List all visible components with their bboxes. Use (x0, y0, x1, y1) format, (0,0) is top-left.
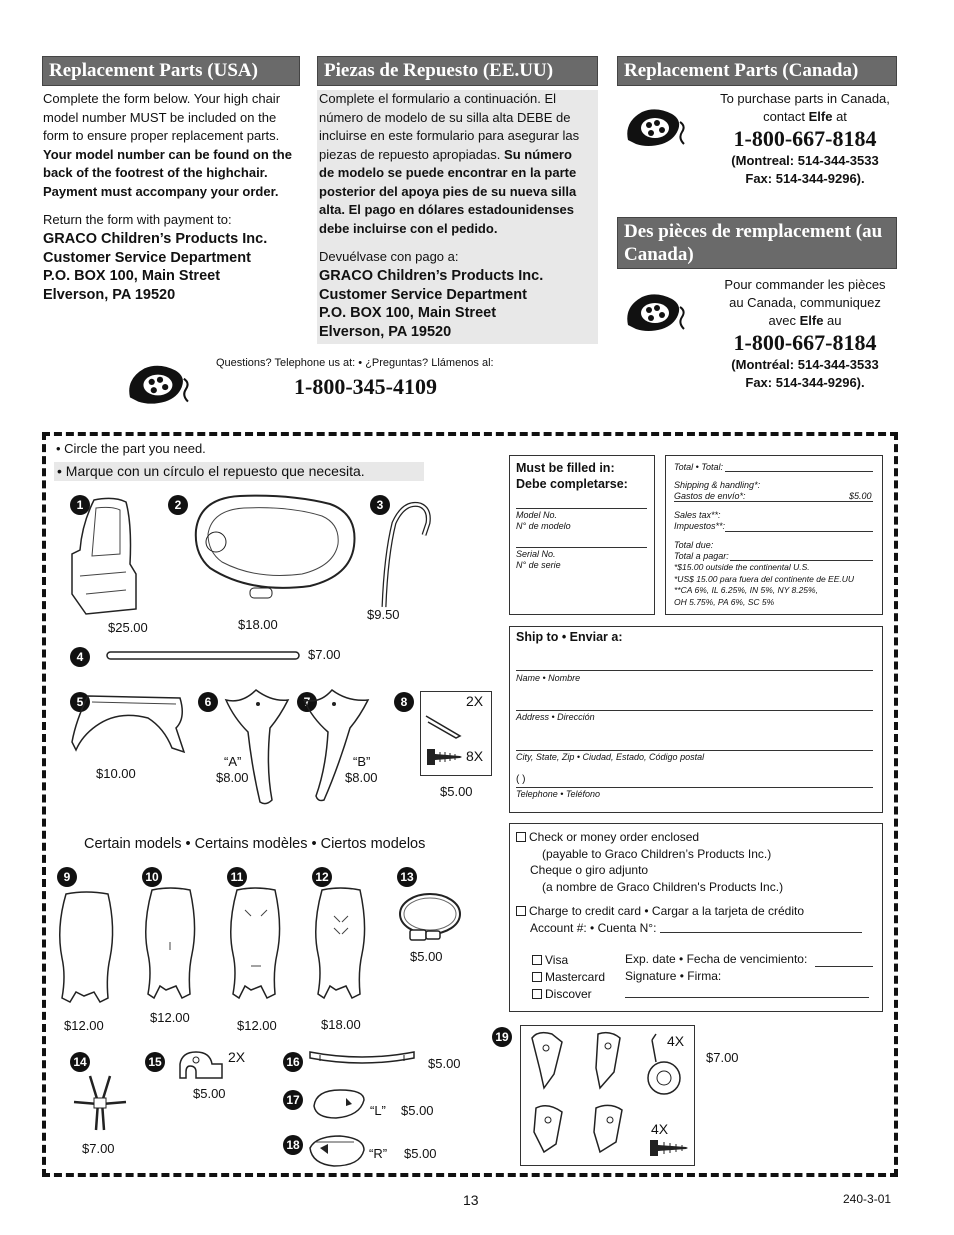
fr-line1: Pour commander les pièces (724, 277, 886, 292)
card-types (532, 952, 605, 1003)
canada-phone: 1-800-667-8184 (733, 126, 877, 151)
card-label: Charge to credit card • Cargar a la tarjeta de crédito (529, 904, 805, 918)
tax-note: **CA 6%, IL 6.25%, IN 5%, NY 8.25%, (674, 585, 818, 595)
es-address-line: Customer Service Department (319, 286, 527, 303)
part-price: $18.00 (238, 617, 278, 632)
area-code-paren: ( ) (516, 774, 526, 785)
part-price: $18.00 (321, 1017, 361, 1032)
es-address (319, 267, 594, 341)
seat-pad-illustration (56, 888, 118, 1010)
seat-pad-illustration (140, 886, 202, 1008)
usa-address-line: GRACO Children’s Products Inc. (43, 231, 268, 247)
part-number-badge: 6 (198, 692, 218, 712)
usa-address-line: Customer Service Department (43, 249, 251, 266)
questions-text: Questions? Telephone us at: • ¿Preguntas? Llámenos al: (216, 357, 494, 369)
check-checkbox[interactable] (516, 832, 526, 842)
screw-qty: 4X (651, 1121, 669, 1137)
screw-illustration (426, 746, 464, 768)
due-label-en: Total due: (674, 540, 714, 550)
canada-fax: Fax: 514-344-9296). (745, 171, 865, 186)
serial-label (516, 549, 561, 571)
cheque-note: (a nombre de Graco Children's Products Inc.) (542, 879, 784, 894)
part-number-badge: 19 (492, 1027, 512, 1047)
es-intro-text: Complete el formulario a continuación. El número de modelo de su silla alta DEBE de incluirse en este formulario para asegurar las piezas de repuesto apropiadas. (319, 91, 580, 162)
total-label: Total • Total: (674, 462, 724, 472)
part-number-badge: 3 (370, 495, 390, 515)
part-label: “R” (369, 1146, 388, 1161)
page-number: 13 (463, 1192, 479, 1208)
part-number-badge: 14 (70, 1052, 90, 1072)
part-price: $5.00 (428, 1056, 461, 1071)
part-number-badge: 9 (57, 867, 77, 887)
caster-qty: 4X (667, 1033, 685, 1049)
part-number-badge: 8 (394, 692, 414, 712)
tray-illustration (190, 490, 360, 605)
city-label: City, State, Zip • Ciudad, Estado, Código postal (516, 752, 705, 762)
frame-tube-illustration (370, 495, 440, 610)
part-price: $12.00 (237, 1018, 277, 1033)
part-number-badge: 7 (297, 692, 317, 712)
shipping-field (674, 501, 873, 502)
check-option[interactable] (516, 829, 783, 895)
hardware-qty: 2X (466, 693, 484, 709)
card-checkbox[interactable] (516, 906, 526, 916)
part-qty: 2X (228, 1049, 246, 1065)
fr-line3-end: au (823, 313, 842, 328)
fr-phone: 1-800-667-8184 (733, 330, 877, 355)
tax-label-en: Sales tax**: (674, 510, 721, 520)
model-label-en: Model No. (516, 510, 558, 520)
part-number-badge: 17 (283, 1090, 303, 1110)
visa-option[interactable] (532, 952, 605, 969)
tax-label (674, 510, 725, 532)
canada-line1: To purchase parts in Canada, (720, 91, 890, 106)
fr-line2: au Canada, communiquez (729, 295, 881, 310)
usa-intro-text: Complete the form below. Your high chair model number MUST be included on the form to ensure proper replacement parts. (43, 91, 281, 143)
signature-label: Signature • Firma: (625, 969, 722, 983)
questions-phone: 1-800-345-4109 (294, 374, 437, 399)
must-fill-title-es: Debe completarse: (516, 477, 628, 491)
city-field[interactable] (516, 750, 873, 751)
shipping-notes (674, 562, 854, 608)
instruction-en: • Circle the part you need. (56, 441, 206, 456)
part-price: $12.00 (64, 1018, 104, 1033)
leg-a-illustration (222, 688, 292, 806)
part-price: $7.00 (82, 1141, 115, 1156)
discover-checkbox[interactable] (532, 989, 542, 999)
instruction-es: • Marque con un círculo el repuesto que necesita. (57, 463, 365, 479)
card-line (516, 903, 804, 920)
exp-field[interactable] (815, 966, 873, 967)
fr-line3 (700, 312, 910, 330)
part-label: “B” (353, 754, 371, 769)
part-price: $5.00 (410, 949, 443, 964)
part-price: $8.00 (345, 770, 378, 785)
es-return: Devuélvase con pago a: (319, 249, 459, 264)
part-price: $12.00 (150, 1010, 190, 1025)
certain-models-label: Certain models • Certains modèles • Ciertos modelos (84, 836, 426, 852)
part-price: $5.00 (440, 784, 473, 799)
part-number-badge: 18 (283, 1135, 303, 1155)
serial-number-field[interactable] (516, 547, 647, 548)
account-field[interactable] (660, 932, 862, 933)
seat-illustration (66, 494, 141, 619)
hardware-qty: 8X (466, 748, 484, 764)
fr-line3-text: avec (768, 313, 800, 328)
part-number-badge: 12 (312, 867, 332, 887)
document-code: 240-3-01 (843, 1192, 892, 1206)
footrest-illustration (68, 688, 193, 758)
part-number-badge: 11 (227, 867, 247, 887)
harness-illustration (70, 1072, 130, 1134)
part-number-badge: 13 (397, 867, 417, 887)
part-price: $7.00 (308, 647, 341, 662)
mastercard-label: Mastercard (545, 970, 606, 984)
part-label: “L” (370, 1103, 386, 1118)
part-number-badge: 15 (145, 1052, 165, 1072)
shipping-label (674, 480, 760, 502)
seat-pad-illustration (225, 886, 287, 1008)
fr-fax: Fax: 514-344-9296). (745, 375, 865, 390)
check-label: Check or money order enclosed (529, 830, 700, 844)
usa-address-line: Elverson, PA 19520 (43, 286, 176, 303)
pin-illustration (424, 712, 464, 740)
must-fill-title-en: Must be filled in: (516, 461, 615, 475)
telephone-icon (120, 356, 200, 414)
shipping-amount: $5.00 (849, 491, 872, 501)
shipping-label-es: Gastos de envío*: (674, 491, 746, 501)
es-bold-text: Su número de modelo se puede encontrar en la parte posterior del apoya pies de su nueva silla alta. El pago en dólares estadounidenses debe incluirse con el pedido. (319, 146, 577, 236)
fr-info (700, 276, 910, 392)
canada-header: Replacement Parts (Canada) (617, 56, 897, 86)
visa-checkbox[interactable] (532, 955, 542, 965)
usa-address (43, 230, 301, 304)
ship-to-title: Ship to • Enviar a: (516, 630, 623, 644)
due-label (674, 540, 729, 562)
mastercard-option[interactable] (532, 969, 605, 986)
es-address-line: Elverson, PA 19520 (319, 323, 452, 340)
shipping-note: *$15.00 outside the continental U.S. (674, 562, 810, 572)
strap-loop-illustration (396, 890, 464, 946)
fr-header: Des pièces de remplacement (au Canada) (617, 217, 897, 269)
part-price: $8.00 (216, 770, 249, 785)
canada-line2-text: contact (763, 109, 809, 124)
es-intro (319, 90, 581, 238)
account-label: Account #: • Cuenta N°: (530, 921, 657, 935)
usa-return: Return the form with payment to: (43, 212, 232, 227)
visa-label: Visa (545, 953, 569, 967)
clip-illustration (176, 1048, 226, 1084)
name-label: Name • Nombre (516, 673, 581, 683)
canada-info (700, 90, 910, 188)
exp-label: Exp. date • Fecha de vencimiento: (625, 952, 808, 966)
serial-label-en: Serial No. (516, 549, 556, 559)
es-address-line: P.O. BOX 100, Main Street (319, 305, 497, 321)
seat-pad-illustration (310, 886, 372, 1008)
part-price: $9.50 (367, 607, 400, 622)
total-field[interactable] (725, 471, 873, 472)
part-number-badge: 16 (283, 1052, 303, 1072)
part-price: $25.00 (108, 620, 148, 635)
shipping-note: *US$ 15.00 para fuera del continente de EE.UU (674, 573, 855, 584)
address-label: Address • Dirección (516, 712, 595, 722)
rod-illustration (106, 650, 301, 662)
part-price: $5.00 (193, 1086, 226, 1101)
check-line (516, 829, 783, 846)
due-field[interactable] (730, 560, 873, 561)
usa-intro (43, 90, 301, 201)
canada-line2 (700, 108, 910, 126)
model-number-field[interactable] (516, 508, 647, 509)
tax-field[interactable] (725, 531, 873, 532)
mastercard-checkbox[interactable] (532, 972, 542, 982)
leg-b-illustration (298, 688, 373, 806)
part-number-badge: 2 (168, 495, 188, 515)
part-number-badge: 10 (142, 867, 162, 887)
name-field[interactable] (516, 670, 873, 671)
telephone-field[interactable] (516, 787, 873, 788)
es-header: Piezas de Repuesto (EE.UU) (317, 56, 598, 86)
discover-label: Discover (545, 987, 592, 1001)
discover-option[interactable] (532, 986, 605, 1003)
telephone-icon (622, 285, 692, 341)
part-label: “A” (224, 754, 242, 769)
tax-label-es: Impuestos**: (674, 521, 726, 531)
telephone-icon (622, 100, 692, 156)
due-label-es: Total a pagar: (674, 551, 729, 561)
telephone-label: Telephone • Teléfono (516, 789, 601, 799)
canada-montreal: (Montreal: 514-344-3533 (731, 153, 879, 168)
must-fill-title (516, 460, 628, 492)
fr-montreal: (Montréal: 514-344-3533 (731, 357, 879, 372)
bar-illustration (306, 1046, 418, 1068)
serial-label-es: N° de serie (516, 560, 561, 570)
cap-left-illustration (310, 1086, 368, 1122)
part-price: $7.00 (706, 1050, 739, 1065)
usa-bold-text: Your model number can be found on the back of the footrest of the highchair. Payment must accompany your order. (43, 146, 292, 199)
elfe-name: Elfe (799, 313, 824, 328)
part-number-badge: 1 (70, 495, 90, 515)
usa-address-line: P.O. BOX 100, Main Street (43, 268, 221, 284)
signature-field[interactable] (625, 997, 869, 998)
check-note: (payable to Graco Children’s Products Inc.) (542, 846, 772, 861)
canada-line2-end: at (832, 109, 847, 124)
part-number-badge: 4 (70, 647, 90, 667)
elfe-name: Elfe (808, 109, 833, 124)
address-field[interactable] (516, 710, 873, 711)
model-label (516, 510, 571, 532)
shipping-label-en: Shipping & handling*: (674, 480, 761, 490)
model-label-es: N° de modelo (516, 521, 571, 531)
part-price: $5.00 (404, 1146, 437, 1161)
part-price: $10.00 (96, 766, 136, 781)
tax-note: OH 5.75%, PA 6%, SC 5% (674, 596, 775, 607)
part-number-badge: 5 (70, 692, 90, 712)
es-address-line: GRACO Children’s Products Inc. (319, 268, 544, 284)
cap-right-illustration (306, 1132, 368, 1170)
cheque-label: Cheque o giro adjunto (530, 863, 649, 877)
usa-header: Replacement Parts (USA) (42, 56, 300, 86)
part-price: $5.00 (401, 1103, 434, 1118)
